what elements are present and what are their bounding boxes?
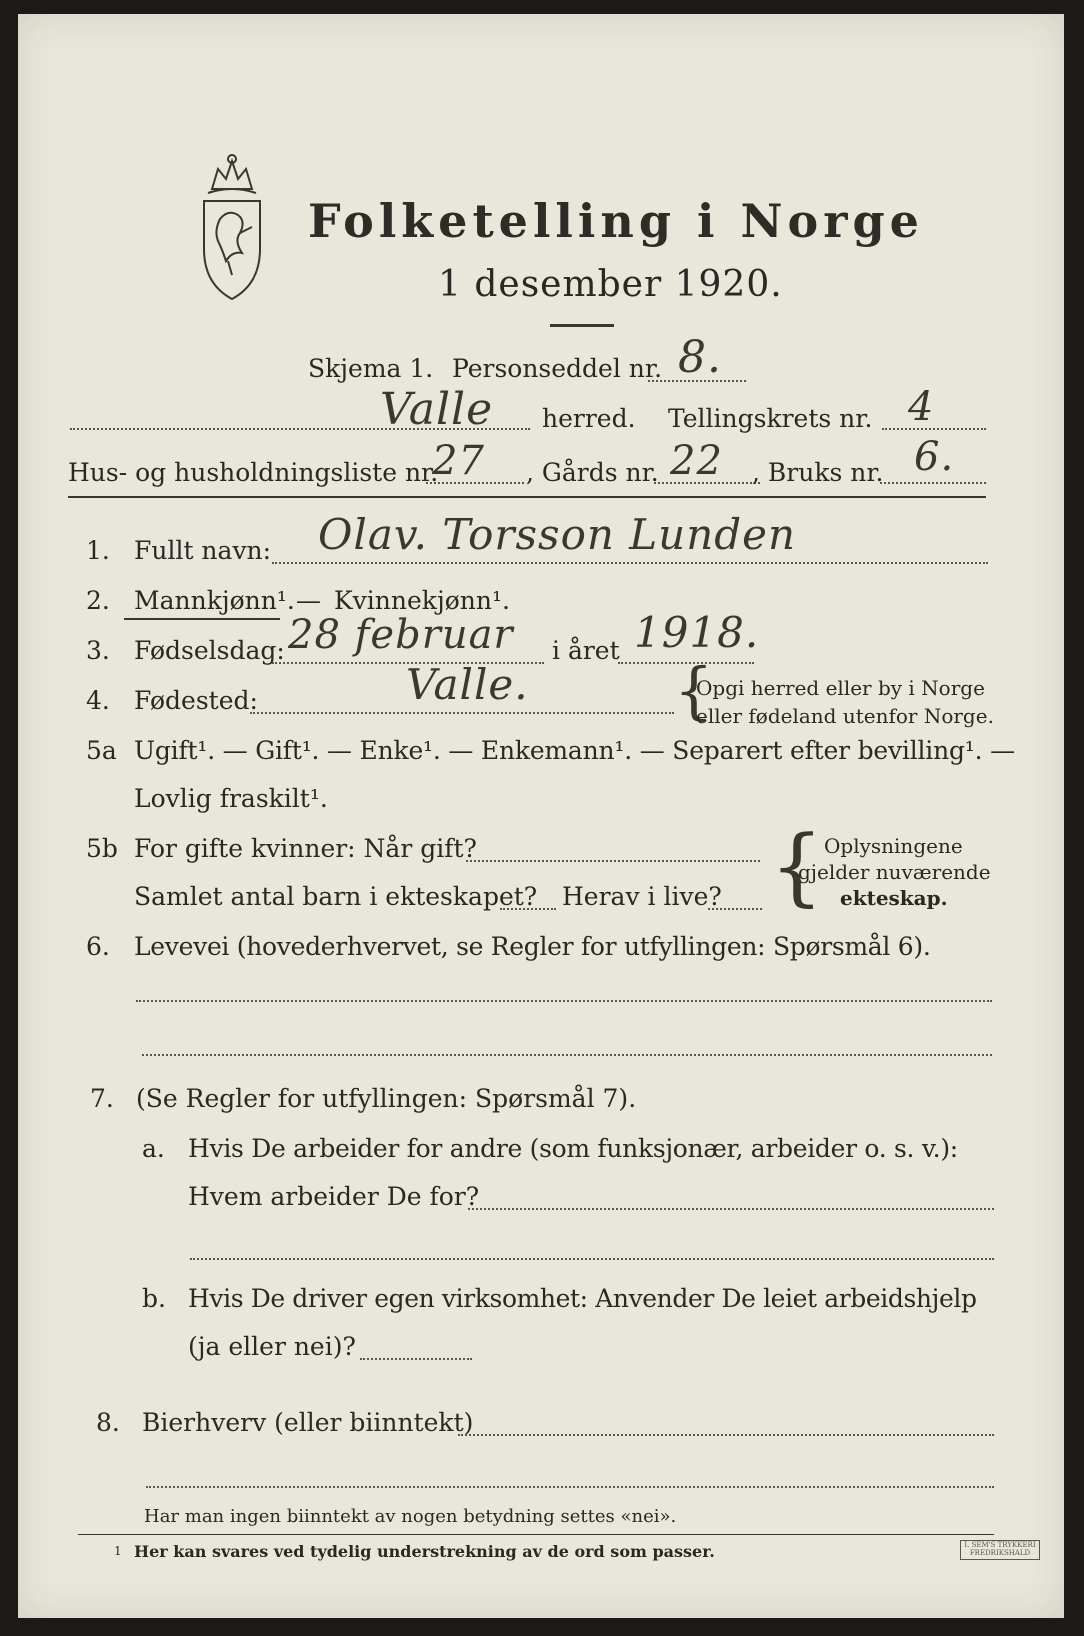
schema-label: Skjema 1.	[308, 354, 434, 383]
printer-stamp: I. SEM'S TRYKKERI FREDRIKSHALD	[960, 1540, 1040, 1560]
q5b-number: 5b	[86, 834, 118, 863]
q7a-line1: Hvis De arbeider for andre (som funksjonær, arbeider o. s. v.):	[188, 1134, 958, 1163]
q5a-number: 5a	[86, 736, 117, 765]
married-when-label: For gifte kvinner: Når gift?	[134, 834, 477, 863]
bruks-value[interactable]: 6.	[914, 434, 955, 480]
female-option[interactable]: Kvinnekjønn¹.	[334, 586, 510, 615]
q7-number: 7.	[90, 1084, 114, 1113]
q4-label: Fødested:	[134, 686, 258, 715]
q6-number: 6.	[86, 932, 110, 961]
q4-brace: {	[674, 654, 714, 727]
q7b-line1: Hvis De driver egen virksomhet: Anvender De leiet arbeidshjelp	[188, 1284, 977, 1313]
year-label: i året	[552, 636, 620, 665]
herred-value[interactable]: Valle	[380, 384, 494, 435]
gards-label: , Gårds nr.	[526, 458, 659, 487]
birth-year-value[interactable]: 1918.	[634, 608, 760, 657]
full-name-value[interactable]: Olav. Torsson Lunden	[318, 510, 797, 559]
personseddel-value[interactable]: 8.	[678, 332, 722, 383]
husliste-value[interactable]: 27	[432, 438, 485, 484]
coat-of-arms-icon	[188, 149, 276, 309]
footnote-mark: 1	[114, 1544, 122, 1558]
alive-label: Herav i live?	[562, 882, 722, 911]
personseddel-label: Personseddel nr.	[452, 354, 663, 383]
q8-number: 8.	[96, 1408, 120, 1437]
q1-number: 1.	[86, 536, 110, 565]
q5b-brace: {	[770, 817, 824, 915]
gards-value[interactable]: 22	[670, 438, 723, 484]
birth-day-value[interactable]: 28 februar	[288, 612, 514, 658]
q6-label: Levevei (hovederhvervet, se Regler for utfyllingen: Spørsmål 6).	[134, 932, 931, 961]
header-divider	[68, 496, 986, 498]
q4-note-line1: Opgi herred eller by i Norge	[696, 676, 985, 700]
q3-number: 3.	[86, 636, 110, 665]
q7b-letter: b.	[142, 1284, 166, 1313]
q4-note-line2: eller fødeland utenfor Norge.	[696, 704, 994, 728]
q4-number: 4.	[86, 686, 110, 715]
q5b-note-line3: ekteskap.	[840, 886, 948, 910]
q5b-note-line1: Oplysningene	[824, 834, 963, 858]
q1-label: Fullt navn:	[134, 536, 272, 565]
footnote-divider	[78, 1534, 994, 1535]
bruks-label: , Bruks nr.	[752, 458, 884, 487]
q8-note: Har man ingen biinntekt av nogen betydning settes «nei».	[144, 1506, 677, 1527]
census-date: 1 desember 1920.	[438, 264, 783, 305]
birthplace-value[interactable]: Valle.	[406, 660, 529, 709]
marital-status-options[interactable]: Ugift¹. — Gift¹. — Enke¹. — Enkemann¹. — Separert efter bevilling¹. —	[134, 736, 1015, 765]
q2-number: 2.	[86, 586, 110, 615]
male-underline	[124, 618, 280, 620]
q7-label: (Se Regler for utfyllingen: Spørsmål 7).	[136, 1084, 637, 1113]
children-label: Samlet antal barn i ekteskapet?	[134, 882, 538, 911]
q7a-line2: Hvem arbeider De for?	[188, 1182, 480, 1211]
male-option[interactable]: Mannkjønn¹.	[134, 586, 295, 615]
tellingskrets-label: Tellingskrets nr.	[668, 404, 873, 433]
q7a-letter: a.	[142, 1134, 165, 1163]
husliste-label: Hus- og husholdningsliste nr.	[68, 458, 439, 487]
q7b-line2: (ja eller nei)?	[188, 1332, 356, 1361]
title-underline	[550, 324, 614, 327]
q2-dash: —	[296, 586, 321, 615]
footnote-text: Her kan svares ved tydelig understrekning av de ord som passer.	[134, 1542, 715, 1561]
herred-label: herred.	[542, 404, 636, 433]
form-title: Folketelling i Norge	[308, 194, 924, 248]
census-form-sheet	[18, 14, 1064, 1618]
q8-label: Bierhverv (eller biinntekt)	[142, 1408, 474, 1437]
tellingskrets-value[interactable]: 4	[908, 384, 935, 430]
divorced-option[interactable]: Lovlig fraskilt¹.	[134, 784, 328, 813]
q3-label: Fødselsdag:	[134, 636, 285, 665]
q5b-note-line2: gjelder nuværende	[798, 860, 991, 884]
